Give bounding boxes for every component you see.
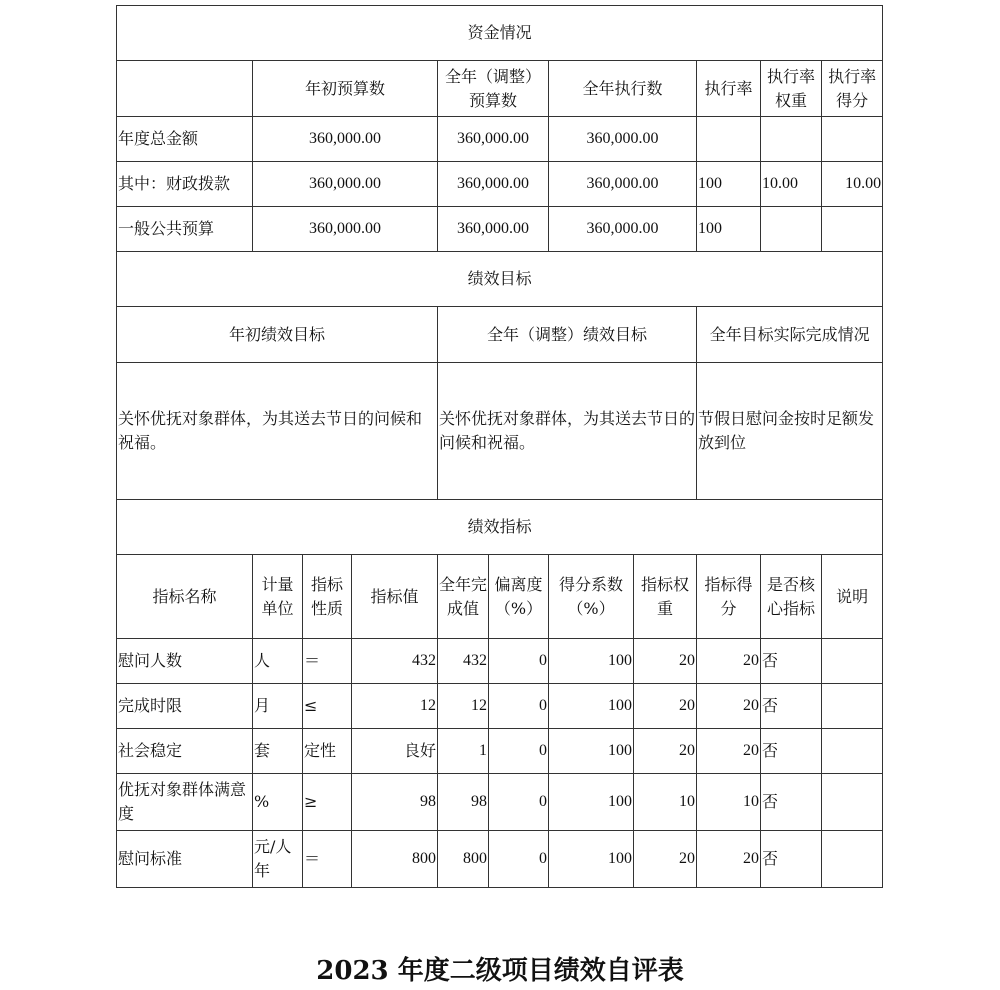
ind-weight: 10 <box>634 774 697 831</box>
funds-header-score: 执行率得分 <box>822 61 883 117</box>
ind-core: 否 <box>761 639 822 684</box>
indicator-row <box>117 831 883 888</box>
ind-weight: 20 <box>634 639 697 684</box>
ind-name: 优抚对象群体满意度 <box>117 774 253 831</box>
funds-row-label: 一般公共预算 <box>117 207 253 252</box>
ind-note <box>822 729 883 774</box>
ind-core: 否 <box>761 729 822 774</box>
ind-actual: 1 <box>438 729 489 774</box>
funds-row-label: 其中：财政拨款 <box>117 162 253 207</box>
funds-row-weight: 10.00 <box>761 162 822 207</box>
funds-row-rate <box>697 117 761 162</box>
ind-coefficient: 100 <box>549 774 634 831</box>
funds-row-weight <box>761 207 822 252</box>
ind-target: 432 <box>352 639 438 684</box>
ind-unit: 套 <box>253 729 303 774</box>
ind-header-target: 指标值 <box>352 555 438 639</box>
ind-weight: 20 <box>634 831 697 888</box>
funds-row-label: 年度总金额 <box>117 117 253 162</box>
indicator-row <box>117 639 883 684</box>
ind-name: 慰问人数 <box>117 639 253 684</box>
ind-core: 否 <box>761 684 822 729</box>
ind-actual: 98 <box>438 774 489 831</box>
funds-header-rate: 执行率 <box>697 61 761 117</box>
ind-actual: 800 <box>438 831 489 888</box>
funds-row-executed: 360,000.00 <box>549 117 697 162</box>
funds-row-initial: 360,000.00 <box>253 162 438 207</box>
ind-header-weight: 指标权重 <box>634 555 697 639</box>
ind-score: 20 <box>697 639 761 684</box>
ind-header-score: 指标得分 <box>697 555 761 639</box>
funds-row-executed: 360,000.00 <box>549 162 697 207</box>
ind-deviation: 0 <box>489 684 549 729</box>
funds-header-initial: 年初预算数 <box>253 61 438 117</box>
ind-header-actual: 全年完成值 <box>438 555 489 639</box>
funds-row-executed: 360,000.00 <box>549 207 697 252</box>
ind-coefficient: 100 <box>549 639 634 684</box>
funds-row-score: 10.00 <box>822 162 883 207</box>
funds-row-score <box>822 117 883 162</box>
funds-section-title: 资金情况 <box>117 6 883 61</box>
ind-name: 社会稳定 <box>117 729 253 774</box>
goals-section-title: 绩效目标 <box>117 252 883 307</box>
ind-unit: % <box>253 774 303 831</box>
funds-row-initial: 360,000.00 <box>253 117 438 162</box>
ind-deviation: 0 <box>489 831 549 888</box>
ind-target: 良好 <box>352 729 438 774</box>
ind-unit: 人 <box>253 639 303 684</box>
ind-core: 否 <box>761 831 822 888</box>
funds-header-adjusted: 全年（调整）预算数 <box>438 61 549 117</box>
performance-table <box>116 5 883 888</box>
ind-coefficient: 100 <box>549 729 634 774</box>
ind-actual: 12 <box>438 684 489 729</box>
goals-actual-text: 节假日慰问金按时足额发放到位 <box>697 363 883 500</box>
goals-initial-text: 关怀优抚对象群体，为其送去节日的问候和祝福。 <box>117 363 438 500</box>
ind-nature: ≥ <box>303 774 352 831</box>
ind-score: 10 <box>697 774 761 831</box>
ind-target: 98 <box>352 774 438 831</box>
funds-row-rate: 100 <box>697 207 761 252</box>
ind-note <box>822 831 883 888</box>
funds-row-rate: 100 <box>697 162 761 207</box>
funds-row <box>117 117 883 162</box>
ind-header-note: 说明 <box>822 555 883 639</box>
funds-row-adjusted: 360,000.00 <box>438 162 549 207</box>
ind-deviation: 0 <box>489 774 549 831</box>
ind-note <box>822 684 883 729</box>
funds-header-executed: 全年执行数 <box>549 61 697 117</box>
ind-nature: ≤ <box>303 684 352 729</box>
goals-header-adjusted: 全年（调整）绩效目标 <box>438 307 697 363</box>
ind-header-coefficient: 得分系数（%） <box>549 555 634 639</box>
ind-name: 慰问标准 <box>117 831 253 888</box>
ind-note <box>822 774 883 831</box>
indicators-section-title: 绩效指标 <box>117 500 883 555</box>
ind-target: 12 <box>352 684 438 729</box>
ind-unit: 月 <box>253 684 303 729</box>
ind-header-nature: 指标性质 <box>303 555 352 639</box>
goals-header-actual: 全年目标实际完成情况 <box>697 307 883 363</box>
funds-row-score <box>822 207 883 252</box>
ind-nature: ＝ <box>303 639 352 684</box>
ind-coefficient: 100 <box>549 684 634 729</box>
ind-core: 否 <box>761 774 822 831</box>
ind-deviation: 0 <box>489 729 549 774</box>
ind-header-name: 指标名称 <box>117 555 253 639</box>
funds-row <box>117 162 883 207</box>
indicator-row <box>117 774 883 831</box>
funds-row-initial: 360,000.00 <box>253 207 438 252</box>
ind-actual: 432 <box>438 639 489 684</box>
ind-header-unit: 计量单位 <box>253 555 303 639</box>
goals-adjusted-text: 关怀优抚对象群体，为其送去节日的问候和祝福。 <box>438 363 697 500</box>
ind-nature: 定性 <box>303 729 352 774</box>
ind-nature: ＝ <box>303 831 352 888</box>
funds-header-weight: 执行率权重 <box>761 61 822 117</box>
indicator-row <box>117 684 883 729</box>
indicator-row <box>117 729 883 774</box>
ind-coefficient: 100 <box>549 831 634 888</box>
ind-score: 20 <box>697 831 761 888</box>
funds-row-adjusted: 360,000.00 <box>438 117 549 162</box>
funds-row <box>117 207 883 252</box>
ind-score: 20 <box>697 729 761 774</box>
ind-target: 800 <box>352 831 438 888</box>
ind-name: 完成时限 <box>117 684 253 729</box>
ind-weight: 20 <box>634 684 697 729</box>
ind-deviation: 0 <box>489 639 549 684</box>
ind-weight: 20 <box>634 729 697 774</box>
ind-note <box>822 639 883 684</box>
funds-row-weight <box>761 117 822 162</box>
ind-header-core: 是否核心指标 <box>761 555 822 639</box>
ind-header-deviation: 偏离度（%） <box>489 555 549 639</box>
document-title: 2023 年度二级项目绩效自评表 <box>316 956 684 986</box>
funds-header-blank <box>117 61 253 117</box>
funds-row-adjusted: 360,000.00 <box>438 207 549 252</box>
goals-header-initial: 年初绩效目标 <box>117 307 438 363</box>
ind-unit: 元/人年 <box>253 831 303 888</box>
ind-score: 20 <box>697 684 761 729</box>
